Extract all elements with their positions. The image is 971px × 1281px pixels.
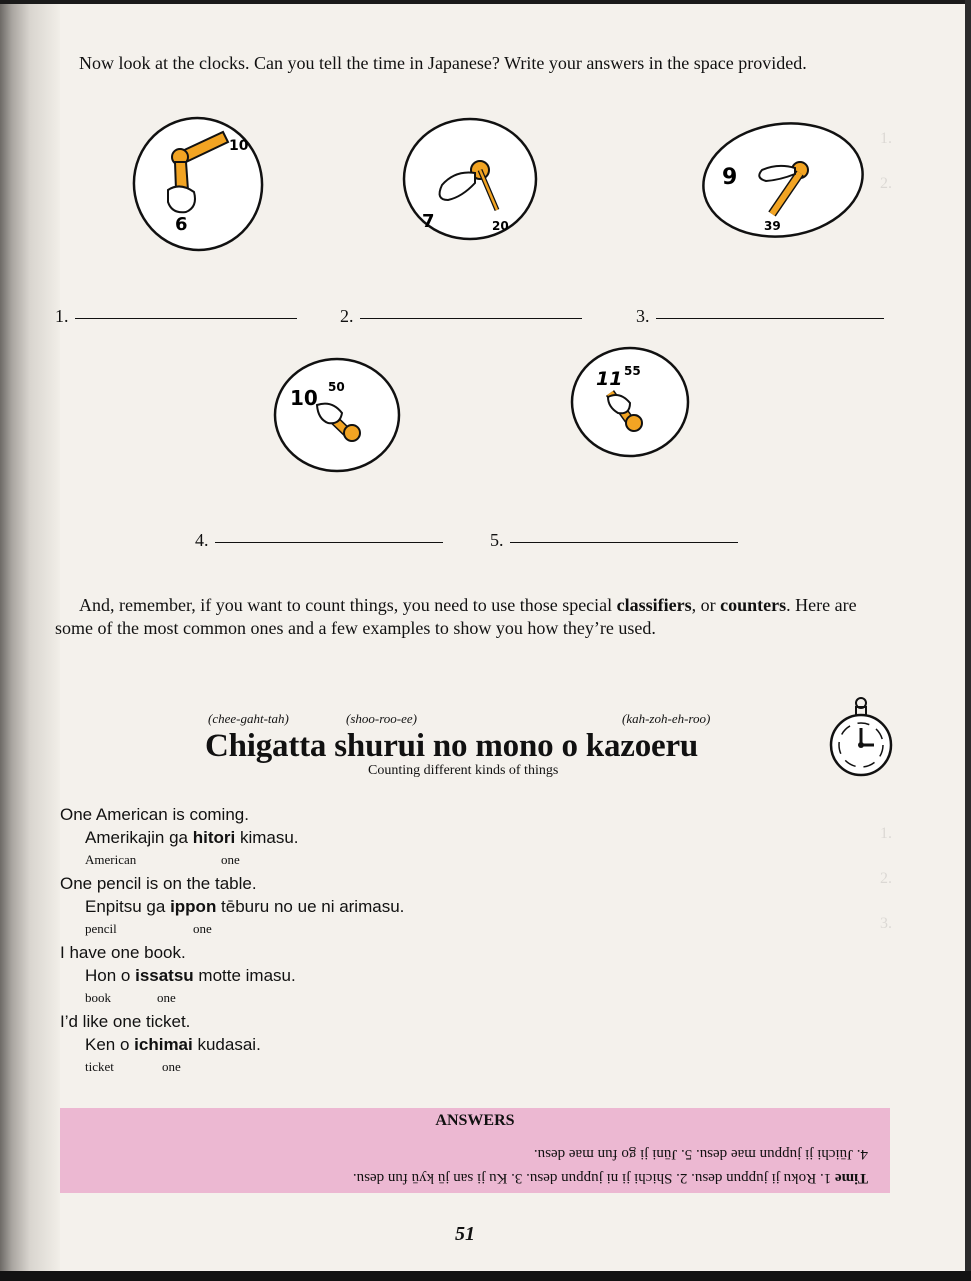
answer-blank-1[interactable] [75,317,297,319]
clock-4-number-10: 10 [290,386,318,410]
clock-5-illustration [568,345,693,460]
example-2-jp-post: tēburu no ue ni arimasu. [216,897,405,916]
show-through: 3. [880,915,892,932]
example-1-counter: hitori [192,828,236,847]
intro-text-2: , or [691,595,721,615]
example-2-japanese [85,897,404,917]
page-number: 51 [455,1223,475,1245]
clock-2-number-7: 7 [422,211,435,232]
pronunciation-kazoeru: (kah-zoh-eh-roo) [622,711,711,726]
answers-line-2: 4. Jūichi ji juppun mae desu. 5. Jūni ji go fun mae desu. [533,1146,868,1162]
example-3-gloss-noun: book [85,990,111,1005]
answer-label-4: 4. [195,530,209,550]
example-2-english: One pencil is on the table. [60,874,257,893]
clock-5-number-11: 11 [596,368,623,390]
example-4-jp-pre: Ken o [85,1035,135,1054]
stopwatch-icon [826,695,896,780]
answer-blank-5[interactable] [510,541,738,543]
example-2-gloss-noun: pencil [85,921,117,936]
example-3-gloss-one: one [157,990,176,1005]
answer-line-1[interactable] [55,306,297,327]
classifiers-term: classifiers [616,595,692,615]
clock-2-number-20: 20 [492,219,509,233]
book-gutter [0,0,60,1281]
answers-time-label: Time [834,1170,868,1186]
example-4-japanese [85,1035,261,1055]
intro-text-3: . Here are some of the most common ones and a few examples to show you how they’re used. [55,595,857,638]
example-1-gloss-noun: American [85,852,137,867]
example-1-japanese [85,828,299,848]
example-3-counter: issatsu [135,966,194,985]
answers-box [60,1108,890,1193]
clock-1-illustration [128,112,268,257]
example-2-counter: ippon [170,897,217,916]
answers-upside-down [60,1134,890,1190]
answer-label-2: 2. [340,306,354,326]
example-3-english: I have one book. [60,943,186,962]
section-heading: Chigatta shurui no mono o kazoeru [205,728,699,764]
answer-line-4[interactable] [195,530,443,551]
bottom-border [0,1271,971,1281]
clock-1-number-6: 6 [175,214,188,235]
clock-1-number-10: 10 [229,138,249,154]
intro-text-1: And, remember, if you want to count things, you need to use those special [79,595,617,615]
clock-4-number-50: 50 [328,380,345,394]
answer-label-5: 5. [490,530,504,550]
answer-label-1: 1. [55,306,69,326]
answers-title: ANSWERS [435,1112,515,1129]
answer-line-2[interactable] [340,306,582,327]
answer-label-3: 3. [636,306,650,326]
example-1-jp-post: kimasu. [235,828,299,847]
example-4-jp-post: kudasai. [192,1035,261,1054]
show-through: 1. [880,130,892,147]
show-through: 2. [880,870,892,887]
answer-blank-2[interactable] [360,317,582,319]
example-4-english: I’d like one ticket. [60,1012,191,1031]
clock-2-illustration [400,115,540,245]
example-1-english: One American is coming. [60,805,249,824]
counting-intro-paragraph [55,594,895,640]
example-1-gloss-one: one [221,852,240,867]
answers-line-1-text: 1. Roku ji juppun desu. 2. Shichi ji ni juppun desu. 3. Ku ji san jū kyū fun desu. [352,1170,835,1186]
intro-paragraph: Now look at the clocks. Can you tell the time in Japanese? Write your answers in the space provided. [79,53,807,73]
clock-3-illustration [700,118,870,243]
answer-line-3[interactable] [636,306,884,327]
show-through: 1. [880,825,892,842]
pronunciation-shurui: (shoo-roo-ee) [346,711,417,726]
answer-line-5[interactable] [490,530,738,551]
example-3-jp-post: motte imasu. [193,966,296,985]
counters-term: counters [720,595,787,615]
show-through: 2. [880,175,892,192]
answer-blank-3[interactable] [656,317,884,319]
clock-4-illustration [272,355,402,475]
example-4-gloss-noun: ticket [85,1059,114,1074]
pronunciation-chigatta: (chee-gaht-tah) [208,711,289,726]
example-2-gloss-one: one [193,921,212,936]
example-3-jp-pre: Hon o [85,966,136,985]
example-4-counter: ichimai [134,1035,193,1054]
answers-line-1 [353,1169,868,1186]
example-1-jp-pre: Amerikajin ga [85,828,193,847]
example-3-japanese [85,966,296,986]
answer-blank-4[interactable] [215,541,443,543]
clock-5-number-55: 55 [624,364,641,378]
right-border [965,0,971,1281]
clock-3-number-39: 39 [764,219,781,233]
section-subheading: Counting different kinds of things [368,763,559,778]
top-border [0,0,971,4]
example-4-gloss-one: one [162,1059,181,1074]
clock-3-number-9: 9 [722,165,738,190]
example-2-jp-pre: Enpitsu ga [85,897,171,916]
